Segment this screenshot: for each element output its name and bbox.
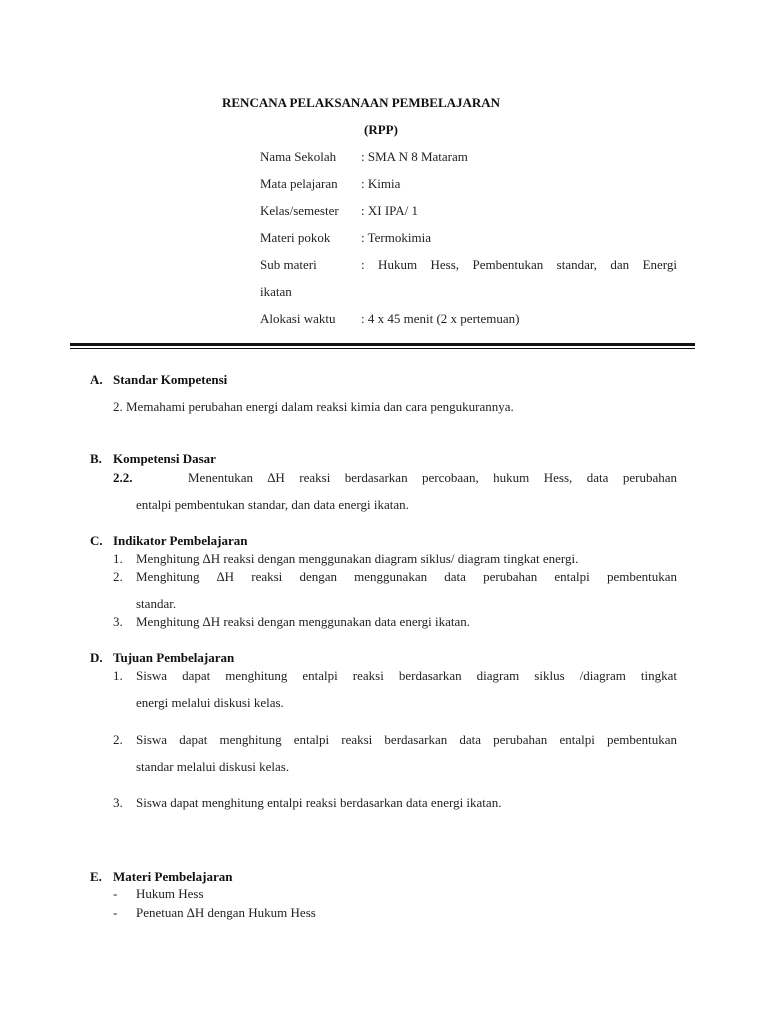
document-title: RENCANA PELAKSANAAN PEMBELAJARAN	[222, 95, 501, 110]
section-b-letter: B.	[90, 451, 102, 466]
section-a-letter: A.	[90, 372, 103, 387]
identity-value-subtopic: : Hukum Hess, Pembentukan standar, dan Energi	[361, 257, 677, 272]
identity-label-topic: Materi pokok	[260, 230, 331, 245]
section-b-line-1: Menentukan ∆H reaksi berdasarkan percobaan, hukum Hess, data perubahan	[188, 470, 677, 485]
section-c-heading: Indikator Pembelajaran	[113, 533, 248, 548]
objective-number: 2.	[113, 732, 123, 747]
identity-value-subject: : Kimia	[361, 176, 401, 191]
indicator-number: 2.	[113, 569, 123, 584]
section-b-line-2: entalpi pembentukan standar, dan data energi ikatan.	[136, 497, 409, 512]
indicator-number: 3.	[113, 614, 123, 629]
section-e-letter: E.	[90, 869, 102, 884]
section-a-text: 2. Memahami perubahan energi dalam reaksi kimia dan cara pengukurannya.	[113, 399, 514, 414]
identity-value-topic: : Termokimia	[361, 230, 431, 245]
material-item: Penetuan ∆H dengan Hukum Hess	[136, 905, 316, 920]
indicator-text-continuation: standar.	[136, 596, 177, 611]
document-subtitle: (RPP)	[364, 122, 398, 137]
header-rule-thin	[70, 348, 695, 349]
identity-label-subtopic: Sub materi	[260, 257, 317, 272]
identity-label-subject: Mata pelajaran	[260, 176, 338, 191]
section-e-heading: Materi Pembelajaran	[113, 869, 233, 884]
objective-text-continuation: standar melalui diskusi kelas.	[136, 759, 290, 774]
identity-value-school: : SMA N 8 Mataram	[361, 149, 468, 164]
material-bullet: -	[113, 905, 118, 920]
identity-value-class: : XI IPA/ 1	[361, 203, 418, 218]
section-b-number: 2.2.	[113, 470, 133, 485]
section-b-heading: Kompetensi Dasar	[113, 451, 216, 466]
section-c-letter: C.	[90, 533, 103, 548]
indicator-text: Menghitung ∆H reaksi dengan menggunakan data perubahan entalpi pembentukan	[136, 569, 677, 584]
identity-label-class: Kelas/semester	[260, 203, 339, 218]
objective-text: Siswa dapat menghitung entalpi reaksi berdasarkan data perubahan entalpi pembentukan	[136, 732, 677, 747]
indicator-text: Menghitung ∆H reaksi dengan menggunakan diagram siklus/ diagram tingkat energi.	[136, 551, 579, 566]
section-a-heading: Standar Kompetensi	[113, 372, 228, 387]
identity-label-school: Nama Sekolah	[260, 149, 337, 164]
identity-value-time: : 4 x 45 menit (2 x pertemuan)	[361, 311, 520, 326]
objective-text: Siswa dapat menghitung entalpi reaksi berdasarkan diagram siklus /diagram tingkat	[136, 668, 677, 683]
material-bullet: -	[113, 886, 118, 901]
material-item: Hukum Hess	[136, 886, 204, 901]
header-rule-thick	[70, 343, 695, 346]
identity-value-subtopic-continuation: ikatan	[260, 284, 292, 299]
identity-label-time: Alokasi waktu	[260, 311, 336, 326]
objective-number: 3.	[113, 795, 123, 810]
indicator-text: Menghitung ∆H reaksi dengan menggunakan data energi ikatan.	[136, 614, 471, 629]
objective-text-continuation: energi melalui diskusi kelas.	[136, 695, 284, 710]
section-d-letter: D.	[90, 650, 103, 665]
objective-number: 1.	[113, 668, 123, 683]
indicator-number: 1.	[113, 551, 123, 566]
objective-text: Siswa dapat menghitung entalpi reaksi berdasarkan data energi ikatan.	[136, 795, 502, 810]
section-d-heading: Tujuan Pembelajaran	[113, 650, 235, 665]
